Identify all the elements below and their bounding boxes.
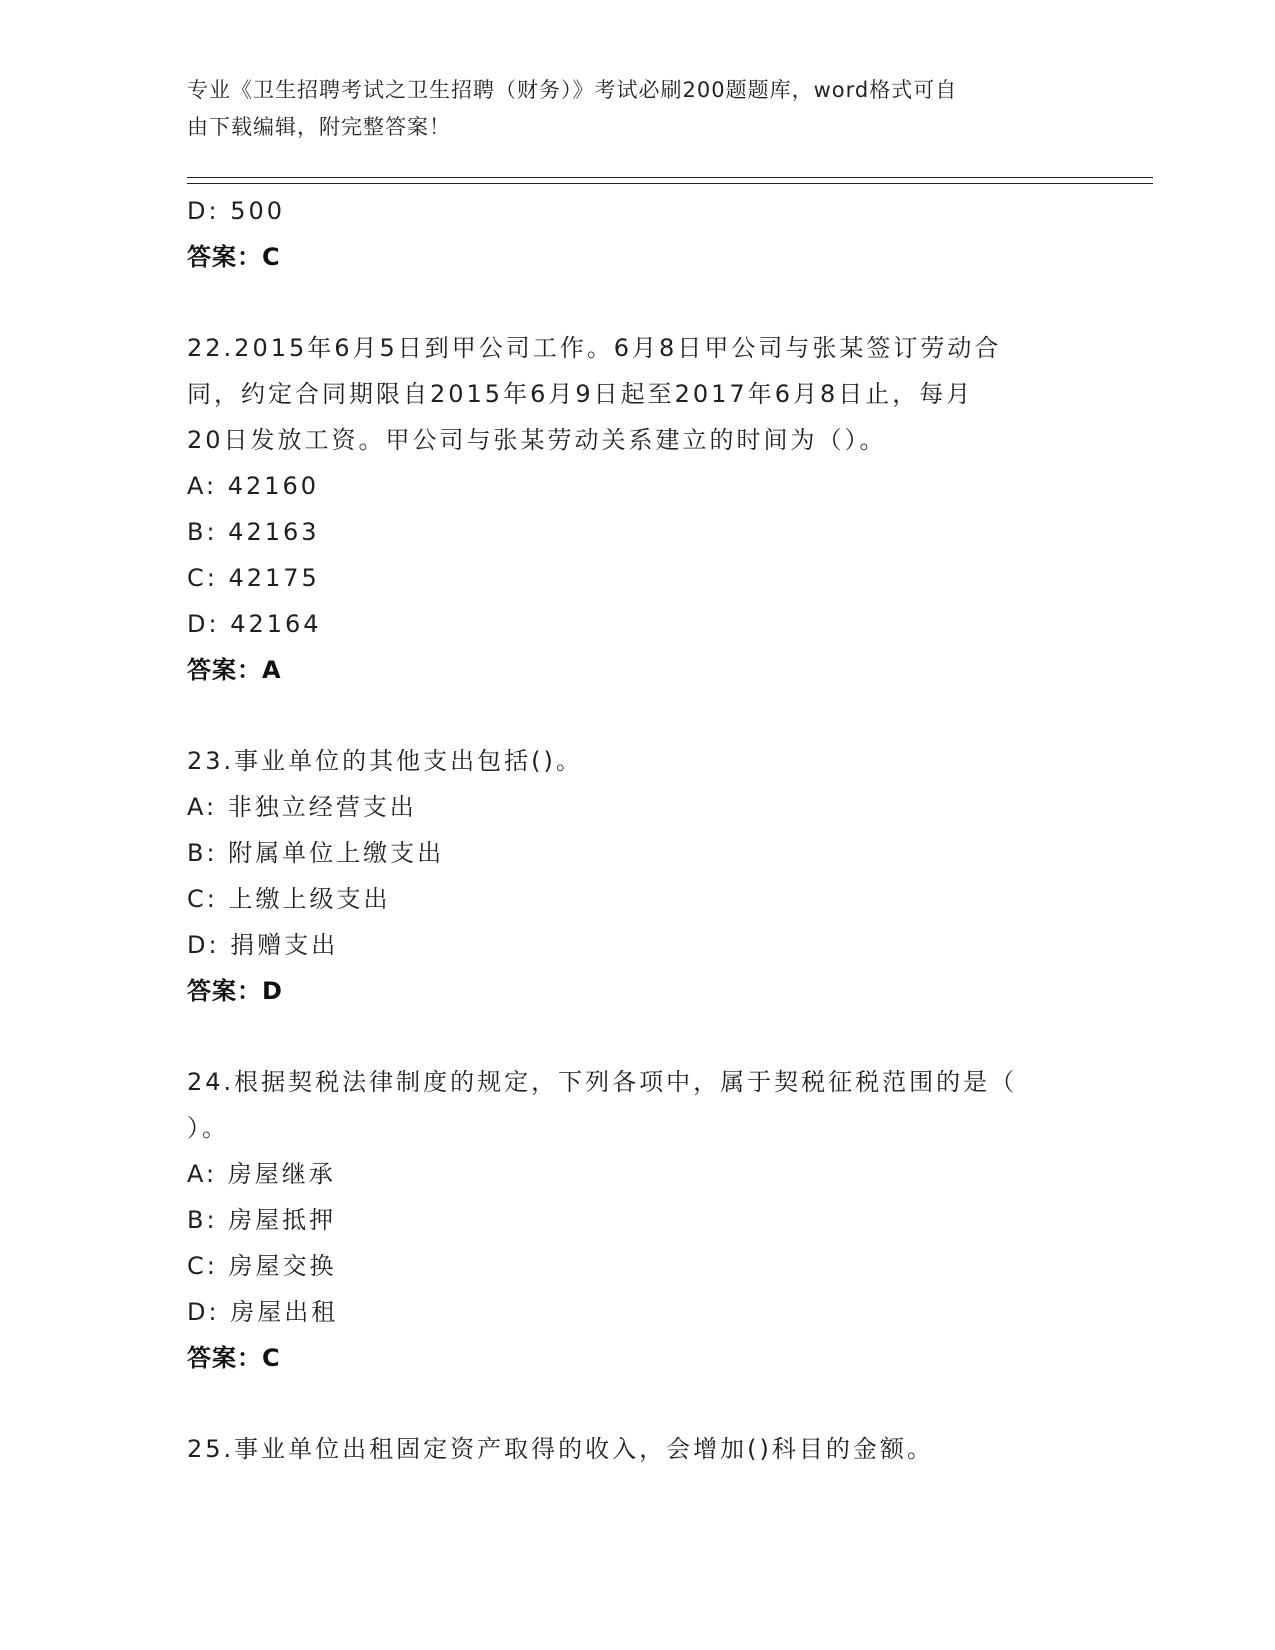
spacer [187, 1381, 1087, 1426]
q23-answer: 答案：D [187, 977, 283, 1005]
q22-answer: 答案：A [187, 656, 282, 684]
q22-option-d: D: 42164 [187, 610, 322, 638]
q22-option-b: B: 42163 [187, 518, 320, 546]
q23-option-c: C: 上缴上级支出 [187, 885, 391, 913]
question-22 [187, 325, 1087, 693]
q22-stem-line-3: 20日发放工资。甲公司与张某劳动关系建立的时间为（）。 [187, 426, 887, 454]
spacer [187, 693, 1087, 738]
header-line-2: 由下载编辑，附完整答案！ [187, 115, 451, 139]
q22-option-c: C: 42175 [187, 564, 320, 592]
q24-option-a: A: 房屋继承 [187, 1160, 336, 1188]
q21-answer: 答案：C [187, 243, 281, 271]
q21-option-d: D: 500 [187, 197, 286, 225]
q24-answer: 答案：C [187, 1344, 281, 1372]
document-header [187, 72, 1067, 146]
q24-stem-line-2: ）。 [187, 1114, 229, 1142]
q24-option-b: B: 房屋抵押 [187, 1206, 337, 1234]
q23-option-d: D: 捐赠支出 [187, 931, 339, 959]
header-divider-bottom [187, 183, 1153, 184]
spacer [187, 280, 1087, 325]
q25-stem-line-1: 25.事业单位出租固定资产取得的收入，会增加()科目的金额。 [187, 1435, 934, 1463]
q22-stem-line-1: 22.2015年6月5日到甲公司工作。6月8日甲公司与张某签订劳动合 [187, 334, 1002, 362]
q23-option-b: B: 附属单位上缴支出 [187, 839, 445, 867]
header-divider-top [187, 177, 1153, 178]
q23-stem-line-1: 23.事业单位的其他支出包括()。 [187, 747, 583, 775]
q24-stem-line-1: 24.根据契税法律制度的规定，下列各项中，属于契税征税范围的是（ [187, 1068, 1018, 1096]
q24-option-c: C: 房屋交换 [187, 1252, 337, 1280]
question-24 [187, 1059, 1087, 1381]
q23-option-a: A: 非独立经营支出 [187, 793, 417, 821]
q22-stem-line-2: 同，约定合同期限自2015年6月9日起至2017年6月8日止，每月 [187, 380, 974, 408]
question-23 [187, 738, 1087, 1014]
q22-option-a: A: 42160 [187, 472, 320, 500]
spacer [187, 1014, 1087, 1059]
header-line-1: 专业《卫生招聘考试之卫生招聘（财务）》考试必刷200题题库，word格式可自 [187, 78, 958, 102]
question-25 [187, 1426, 1087, 1472]
q24-option-d: D: 房屋出租 [187, 1298, 339, 1326]
question-list [187, 188, 1087, 1472]
